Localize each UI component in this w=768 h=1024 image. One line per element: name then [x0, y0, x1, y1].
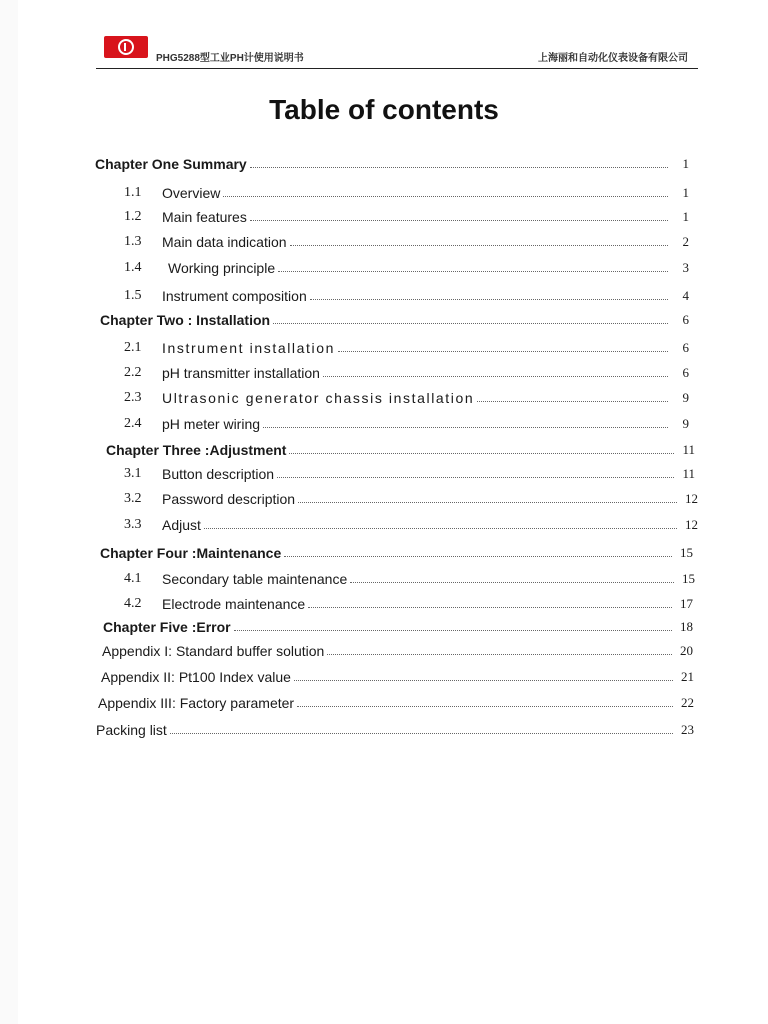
toc-page: 4	[682, 288, 689, 303]
toc-page: 6	[682, 365, 689, 380]
toc-entry-3-2[interactable]	[124, 487, 698, 507]
dot-leader	[323, 376, 668, 377]
dot-leader	[250, 167, 668, 168]
toc-entry-1-3[interactable]	[124, 230, 689, 250]
toc-label: Instrument installation	[162, 340, 335, 356]
toc-page: 22	[681, 695, 694, 710]
toc-page: 17	[680, 596, 693, 611]
toc-entry-appendix-2[interactable]	[101, 665, 694, 685]
toc-page: 20	[680, 643, 693, 658]
dot-leader	[273, 323, 668, 324]
toc-entry-chapter-5[interactable]	[103, 615, 693, 635]
dot-leader	[338, 351, 668, 352]
dot-leader	[277, 477, 674, 478]
toc-number: 1.1	[124, 185, 142, 200]
toc-page: 11	[682, 466, 695, 481]
toc-entry-appendix-1[interactable]	[102, 639, 693, 659]
dot-leader	[263, 427, 668, 428]
toc-number: 3.3	[124, 517, 142, 532]
toc-number: 1.3	[124, 234, 142, 249]
toc-entry-3-1[interactable]	[124, 462, 695, 482]
toc-entry-appendix-3[interactable]	[98, 691, 694, 711]
toc-page: 9	[682, 416, 689, 431]
dot-leader	[170, 733, 673, 734]
dot-leader	[298, 502, 677, 503]
toc-label: Main features	[162, 209, 247, 225]
dot-leader	[234, 630, 672, 631]
toc-number: 4.2	[124, 596, 142, 611]
toc-page: 1	[682, 209, 689, 224]
dot-leader	[477, 401, 668, 402]
toc-page: 9	[682, 390, 689, 405]
toc-entry-2-2[interactable]	[124, 361, 689, 381]
toc-entry-1-4[interactable]	[124, 256, 689, 276]
toc-page: 15	[682, 571, 695, 586]
toc-number: 4.1	[124, 571, 142, 586]
toc-page: 21	[681, 669, 694, 684]
dot-leader	[310, 299, 668, 300]
toc-entry-4-1[interactable]	[124, 567, 695, 587]
toc-label: Chapter Four :Maintenance	[100, 545, 282, 561]
toc-label: Appendix III: Factory parameter	[98, 695, 295, 711]
toc-number: 2.1	[124, 340, 142, 355]
dot-leader	[289, 453, 674, 454]
toc-label: Chapter Two : Installation	[100, 312, 271, 328]
toc-entry-1-2[interactable]	[124, 205, 689, 225]
toc-page: 1	[682, 185, 689, 200]
toc-entry-chapter-1[interactable]	[95, 152, 689, 172]
toc-label: Instrument composition	[162, 288, 307, 304]
toc-number: 1.4	[124, 260, 142, 275]
toc-entry-chapter-4[interactable]	[100, 541, 693, 561]
toc-page: 23	[681, 722, 694, 737]
dot-leader	[284, 556, 672, 557]
toc-page: 1	[682, 156, 689, 171]
toc-entry-1-1[interactable]	[124, 181, 689, 201]
toc-label: pH transmitter installation	[162, 365, 320, 381]
toc-number: 3.2	[124, 491, 142, 506]
toc-label: Overview	[162, 185, 221, 201]
toc-label: Appendix II: Pt100 Index value	[101, 669, 291, 685]
toc-label: pH meter wiring	[162, 416, 261, 432]
toc-page: 18	[680, 619, 693, 634]
dot-leader	[278, 271, 668, 272]
toc-label: Working principle	[168, 260, 276, 276]
dot-leader	[204, 528, 677, 529]
manual-title: PHG5288型工业PH计使用说明书	[156, 53, 304, 64]
toc-label: Adjust	[162, 517, 201, 533]
toc-entry-chapter-2[interactable]	[100, 308, 689, 328]
toc-number: 1.5	[124, 288, 142, 303]
toc-page: 6	[682, 340, 689, 355]
toc-label: Password description	[162, 491, 296, 507]
toc-page: 3	[682, 260, 689, 275]
toc-label: Chapter One Summary	[95, 156, 247, 172]
toc-number: 2.4	[124, 416, 142, 431]
dot-leader	[350, 582, 674, 583]
toc-label: Chapter Five :Error	[103, 619, 231, 635]
toc-entry-2-3[interactable]	[124, 386, 689, 406]
page-header	[96, 34, 698, 69]
company-name: 上海丽和自动化仪表设备有限公司	[538, 53, 688, 64]
toc-label: Secondary table maintenance	[162, 571, 348, 587]
dot-leader	[223, 196, 668, 197]
toc-entry-3-3[interactable]	[124, 513, 698, 533]
toc-label: Ultrasonic generator chassis installation	[162, 390, 475, 406]
toc-entry-4-2[interactable]	[124, 592, 693, 612]
toc-number: 2.3	[124, 390, 142, 405]
dot-leader	[308, 607, 672, 608]
toc-entry-packing-list[interactable]	[96, 718, 694, 738]
page-edge	[0, 0, 18, 1024]
toc-number: 1.2	[124, 209, 142, 224]
dot-leader	[297, 706, 673, 707]
toc-label: Button description	[162, 466, 275, 482]
toc-page: 12	[685, 517, 698, 532]
dot-leader	[250, 220, 668, 221]
toc-label: Appendix I: Standard buffer solution	[102, 643, 325, 659]
toc-entry-2-1[interactable]	[124, 336, 689, 356]
toc-label: Packing list	[96, 722, 167, 738]
company-logo	[104, 36, 148, 58]
toc-page: 2	[682, 234, 689, 249]
toc-number: 3.1	[124, 466, 142, 481]
toc-page: 6	[682, 312, 689, 327]
toc-label: Main data indication	[162, 234, 287, 250]
toc-page: 11	[682, 442, 695, 457]
toc-label: Electrode maintenance	[162, 596, 306, 612]
page-title: Table of contents	[269, 94, 499, 125]
dot-leader	[327, 654, 672, 655]
dot-leader	[290, 245, 668, 246]
toc-entry-chapter-3[interactable]	[106, 438, 695, 458]
toc-page: 15	[680, 545, 693, 560]
toc-entry-2-4[interactable]	[124, 412, 689, 432]
dot-leader	[294, 680, 673, 681]
toc-page: 12	[685, 491, 698, 506]
toc-number: 2.2	[124, 365, 142, 380]
toc-entry-1-5[interactable]	[124, 284, 689, 304]
toc-label: Chapter Three :Adjustment	[106, 442, 287, 458]
